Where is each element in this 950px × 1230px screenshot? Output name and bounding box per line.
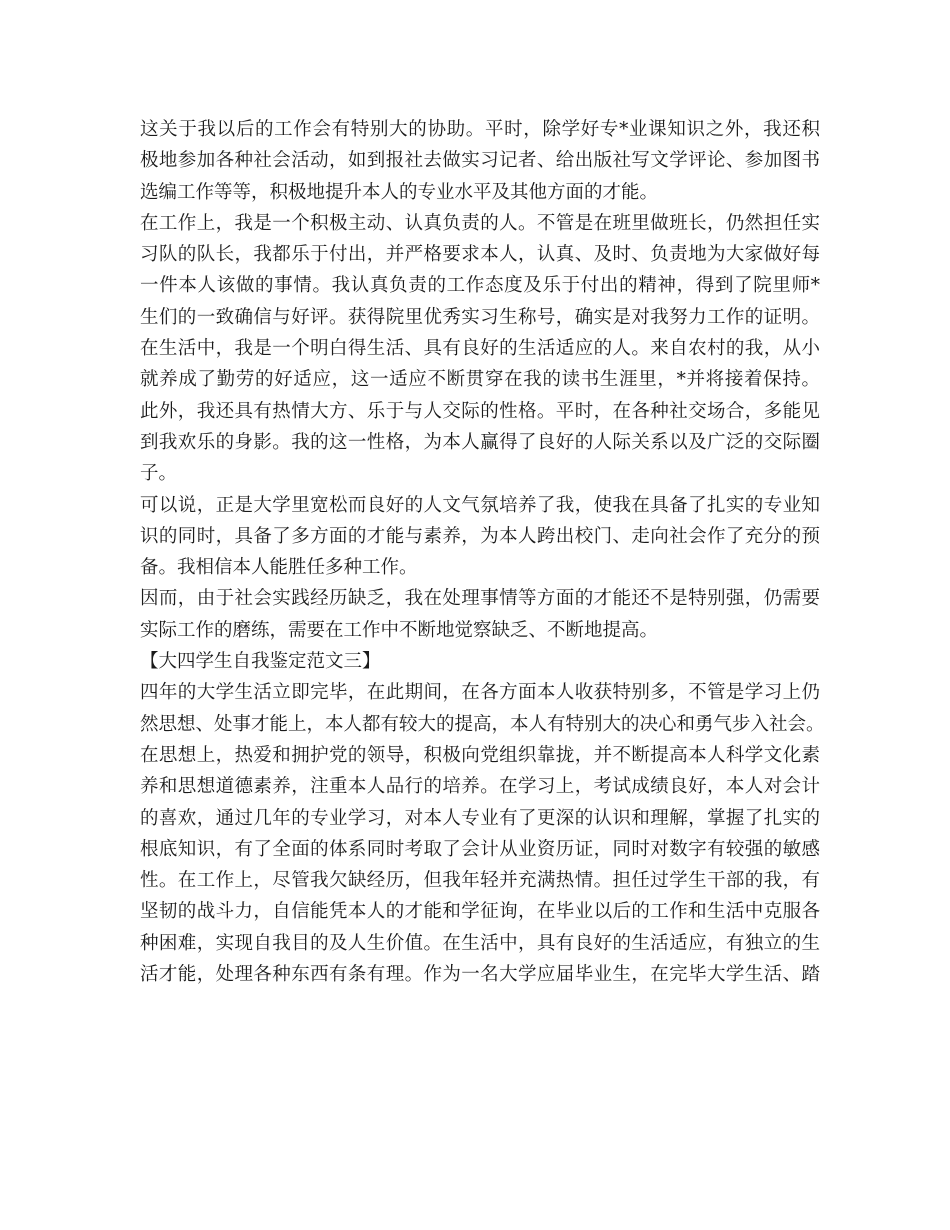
- text-line: 到我欢乐的身影。我的这一性格，为本人赢得了良好的人际关系以及广泛的交际圈: [140, 431, 820, 453]
- text-line: 根底知识，有了全面的体系同时考取了会计从业资历证，同时对数字有较强的敏感: [140, 838, 820, 860]
- text-line: 养和思想道德素养，注重本人品行的培养。在学习上，考试成绩良好，本人对会计: [140, 776, 820, 798]
- text-line: 备。我相信本人能胜任多种工作。: [140, 557, 418, 579]
- text-line: 可以说，正是大学里宽松而良好的人文气氛培养了我，使我在具备了扎实的专业知: [140, 494, 820, 516]
- document-body: [140, 114, 825, 990]
- text-line: 在思想上，热爱和拥护党的领导，积极向党组织靠拢，并不断提高本人科学文化素: [140, 744, 820, 766]
- text-line: 的喜欢，通过几年的专业学习，对本人专业有了更深的认识和理解，掌握了扎实的: [140, 807, 820, 829]
- text-line: 这关于我以后的工作会有特别大的协助。平时，除学好专*业课知识之外，我还积: [140, 119, 820, 140]
- text-line: 就养成了勤劳的好适应，这一适应不断贯穿在我的读书生涯里，*并将接着保持。: [140, 369, 820, 391]
- text-line: 生们的一致确信与好评。获得院里优秀实习生称号，确实是对我努力工作的证明。: [140, 306, 820, 328]
- text-line: 【大四学生自我鉴定范文三】: [140, 651, 381, 673]
- text-line: 在工作上，我是一个积极主动、认真负责的人。不管是在班里做班长，仍然担任实: [140, 212, 820, 234]
- text-line: 然思想、处事才能上，本人都有较大的提高，本人有特别大的决心和勇气步入社会。: [140, 713, 825, 735]
- text-line: 选编工作等等，积极地提升本人的专业水平及其他方面的才能。: [140, 181, 659, 203]
- text-line: 习队的队长，我都乐于付出，并严格要求本人，认真、及时、负责地为大家做好每: [140, 244, 820, 266]
- text-line: 坚韧的战斗力，自信能凭本人的才能和学征询，在毕业以后的工作和生活中克服各: [140, 901, 820, 923]
- text-line: 性。在工作上，尽管我欠缺经历，但我年轻并充满热情。担任过学生干部的我，有: [140, 870, 820, 892]
- text-line: 一件本人该做的事情。我认真负责的工作态度及乐于付出的精神，得到了院里师*: [140, 275, 820, 297]
- text-line: 活才能，处理各种东西有条有理。作为一名大学应届毕业生，在完毕大学生活、踏: [140, 964, 820, 986]
- text-line: 此外，我还具有热情大方、乐于与人交际的性格。平时，在各种社交场合，多能见: [140, 400, 820, 422]
- text-line: 子。: [140, 463, 178, 485]
- text-line: 因而，由于社会实践经历缺乏，我在处理事情等方面的才能还不是特别强，仍需要: [140, 588, 820, 610]
- text-line: 四年的大学生活立即完毕，在此期间，在各方面本人收获特别多，不管是学习上仍: [140, 682, 820, 704]
- text-line: 实际工作的磨练，需要在工作中不断地觉察缺乏、不断地提高。: [140, 619, 659, 641]
- text-line: 种困难，实现自我目的及人生价值。在生活中，具有良好的生活适应，有独立的生: [140, 932, 820, 954]
- text-line: 极地参加各种社会活动，如到报社去做实习记者、给出版社写文学评论、参加图书: [140, 150, 820, 172]
- text-line: 在生活中，我是一个明白得生活、具有良好的生活适应的人。来自农村的我，从小: [140, 338, 820, 360]
- text-line: 识的同时，具备了多方面的才能与素养，为本人跨出校门、走向社会作了充分的预: [140, 525, 820, 547]
